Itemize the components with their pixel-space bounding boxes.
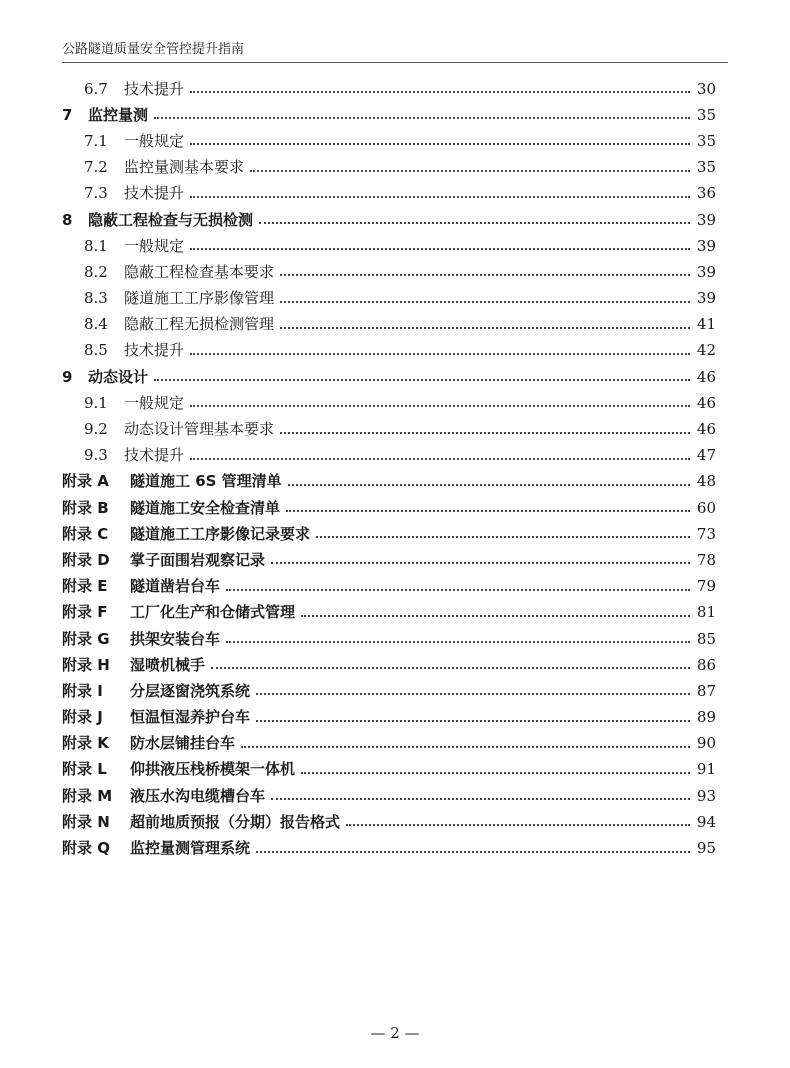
toc-entry-title: 仰拱液压栈桥模架一体机 — [130, 760, 296, 779]
dot-leader — [190, 91, 690, 93]
toc-entry[interactable] — [62, 783, 716, 809]
toc-entry[interactable] — [62, 600, 716, 626]
dot-leader — [280, 432, 690, 434]
toc-entry-number: 附录 E — [62, 577, 108, 596]
toc-entry[interactable] — [62, 364, 716, 390]
toc-entry-number: 9.3 — [84, 446, 108, 465]
toc-entry-page: 87 — [696, 681, 716, 700]
toc-entry-title: 隐蔽工程检查基本要求 — [124, 262, 275, 281]
dot-leader — [256, 851, 690, 853]
dot-leader — [346, 824, 690, 826]
toc-entry-number: 8.2 — [84, 262, 108, 281]
dot-leader — [288, 484, 690, 486]
toc-entry[interactable] — [62, 705, 716, 731]
toc-entry-page: 39 — [696, 210, 716, 229]
dot-leader — [250, 170, 690, 172]
toc-entry-title: 动态设计 — [88, 367, 149, 386]
toc-entry[interactable] — [62, 128, 716, 154]
toc-entry-title: 监控量测 — [88, 105, 149, 124]
toc-entry-page: 46 — [696, 367, 716, 386]
dot-leader — [226, 641, 690, 643]
dot-leader — [259, 222, 690, 224]
toc-entry-number: 9.2 — [84, 420, 108, 439]
dot-leader — [280, 274, 690, 276]
toc-entry-number: 附录 D — [62, 550, 110, 569]
toc-entry-title: 技术提升 — [124, 79, 185, 98]
dot-leader — [190, 143, 690, 145]
toc-entry-number: 9 — [62, 367, 73, 386]
dot-leader — [190, 458, 690, 460]
toc-entry[interactable] — [62, 652, 716, 678]
toc-entry[interactable] — [62, 233, 716, 259]
dot-leader — [271, 798, 690, 800]
toc-entry[interactable] — [62, 416, 716, 442]
toc-entry-page: 91 — [696, 760, 716, 779]
toc-entry-title: 分层逐窗浇筑系统 — [130, 681, 251, 700]
toc-entry-title: 隐蔽工程无损检测管理 — [124, 315, 275, 334]
toc-entry-title: 隧道施工安全检查清单 — [130, 498, 281, 517]
dot-leader — [301, 772, 690, 774]
toc-entry-number: 附录 J — [62, 708, 103, 727]
toc-entry-title: 工厂化生产和仓储式管理 — [130, 603, 296, 622]
toc-entry[interactable] — [62, 469, 716, 495]
toc-entry[interactable] — [62, 809, 716, 835]
toc-entry[interactable] — [62, 443, 716, 469]
toc-entry-page: 95 — [696, 839, 716, 858]
toc-entry-title: 掌子面围岩观察记录 — [130, 550, 266, 569]
toc-entry-number: 附录 K — [62, 734, 109, 753]
page-number: — 2 — — [370, 1024, 420, 1042]
toc-entry[interactable] — [62, 286, 716, 312]
toc-entry-title: 技术提升 — [124, 446, 185, 465]
toc-entry-page: 79 — [696, 577, 716, 596]
toc-entry-page: 47 — [696, 446, 716, 465]
toc-entry-title: 超前地质预报（分期）报告格式 — [130, 812, 341, 831]
toc-entry-title: 一般规定 — [124, 131, 185, 150]
toc-entry-page: 48 — [696, 472, 716, 491]
toc-entry[interactable] — [62, 181, 716, 207]
toc-entry-page: 73 — [696, 524, 716, 543]
running-header: 公路隧道质量安全管控提升指南 — [62, 42, 245, 57]
toc-entry-page: 42 — [696, 341, 716, 360]
toc-entry[interactable] — [62, 731, 716, 757]
toc-entry-number: 附录 Q — [62, 839, 110, 858]
toc-entry-page: 94 — [696, 812, 716, 831]
toc-entry-page: 89 — [696, 708, 716, 727]
toc-entry-title: 防水层铺挂台车 — [130, 734, 236, 753]
dot-leader — [154, 379, 690, 381]
toc-entry-title: 监控量测基本要求 — [124, 158, 245, 177]
dot-leader — [190, 405, 690, 407]
toc-entry-title: 隧道施工 6S 管理清单 — [130, 472, 282, 491]
toc-entry-number: 附录 B — [62, 498, 109, 517]
toc-entry-title: 监控量测管理系统 — [130, 839, 251, 858]
toc-entry-title: 隧道施工工序影像记录要求 — [130, 524, 311, 543]
toc-entry-page: 93 — [696, 786, 716, 805]
toc-entry-number: 9.1 — [84, 393, 108, 412]
toc-entry-page: 90 — [696, 734, 716, 753]
toc-entry-number: 附录 C — [62, 524, 109, 543]
toc-entry[interactable] — [62, 390, 716, 416]
toc-entry-page: 30 — [696, 79, 716, 98]
dot-leader — [280, 327, 690, 329]
toc-entry[interactable] — [62, 259, 716, 285]
toc-entry-title: 一般规定 — [124, 393, 185, 412]
toc-entry-number: 附录 A — [62, 472, 109, 491]
toc-entry-number: 6.7 — [84, 79, 108, 98]
toc-entry-title: 隐蔽工程检查与无损检测 — [88, 210, 254, 229]
toc-entry-number: 附录 H — [62, 655, 110, 674]
dot-leader — [211, 667, 690, 669]
toc-entry-page: 39 — [696, 236, 716, 255]
toc-entry-title: 技术提升 — [124, 341, 185, 360]
toc-entry-number: 7.2 — [84, 158, 108, 177]
toc-entry-number: 8.3 — [84, 289, 108, 308]
dot-leader — [256, 720, 690, 722]
toc-entry-page: 36 — [696, 184, 716, 203]
toc-entry-title: 动态设计管理基本要求 — [124, 420, 275, 439]
dot-leader — [280, 301, 690, 303]
toc-entry[interactable] — [62, 626, 716, 652]
toc-entry[interactable] — [62, 312, 716, 338]
dot-leader — [256, 693, 690, 695]
toc-entry-number: 8.4 — [84, 315, 108, 334]
toc-entry[interactable] — [62, 155, 716, 181]
toc-entry[interactable] — [62, 574, 716, 600]
toc-entry-page: 41 — [696, 315, 716, 334]
toc-entry-title: 一般规定 — [124, 236, 185, 255]
dot-leader — [190, 248, 690, 250]
toc-entry-number: 附录 L — [62, 760, 107, 779]
toc-entry-number: 8.5 — [84, 341, 108, 360]
toc-entry-title: 拱架安装台车 — [130, 629, 221, 648]
dot-leader — [190, 353, 690, 355]
toc-entry-title: 液压水沟电缆槽台车 — [130, 786, 266, 805]
dot-leader — [301, 615, 690, 617]
toc-entry[interactable] — [62, 495, 716, 521]
toc-entry-number: 附录 G — [62, 629, 110, 648]
toc-entry-number: 7.1 — [84, 131, 108, 150]
toc-entry-number: 8 — [62, 210, 73, 229]
toc-entry[interactable] — [62, 547, 716, 573]
toc-entry-title: 隧道凿岩台车 — [130, 577, 221, 596]
toc-entry-number: 7.3 — [84, 184, 108, 203]
toc-entry-number: 附录 F — [62, 603, 108, 622]
toc-entry[interactable] — [62, 757, 716, 783]
toc-entry-page: 78 — [696, 550, 716, 569]
dot-leader — [226, 589, 690, 591]
toc-entry-page: 35 — [696, 158, 716, 177]
toc-entry-page: 86 — [696, 655, 716, 674]
table-of-contents — [62, 76, 716, 862]
toc-entry-page: 39 — [696, 289, 716, 308]
toc-entry-page: 81 — [696, 603, 716, 622]
dot-leader — [241, 746, 690, 748]
toc-entry-number: 附录 I — [62, 681, 103, 700]
toc-entry-title: 技术提升 — [124, 184, 185, 203]
dot-leader — [271, 562, 690, 564]
toc-entry[interactable] — [62, 521, 716, 547]
toc-entry-title: 湿喷机械手 — [130, 655, 206, 674]
toc-entry-page: 46 — [696, 420, 716, 439]
dot-leader — [154, 117, 690, 119]
dot-leader — [190, 196, 690, 198]
toc-entry[interactable] — [62, 102, 716, 128]
toc-entry-page: 39 — [696, 262, 716, 281]
toc-entry-number: 7 — [62, 105, 73, 124]
toc-entry[interactable] — [62, 338, 716, 364]
dot-leader — [286, 510, 690, 512]
toc-entry-page: 60 — [696, 498, 716, 517]
toc-entry[interactable] — [62, 678, 716, 704]
toc-entry-number: 8.1 — [84, 236, 108, 255]
dot-leader — [316, 536, 690, 538]
toc-entry[interactable] — [62, 76, 716, 102]
toc-entry-page: 35 — [696, 105, 716, 124]
toc-entry[interactable] — [62, 207, 716, 233]
header-rule — [62, 62, 728, 63]
toc-entry-title: 恒温恒湿养护台车 — [130, 708, 251, 727]
toc-entry-number: 附录 N — [62, 812, 110, 831]
toc-entry-number: 附录 M — [62, 786, 113, 805]
toc-entry-page: 46 — [696, 393, 716, 412]
toc-entry-page: 35 — [696, 131, 716, 150]
toc-entry-title: 隧道施工工序影像管理 — [124, 289, 275, 308]
toc-entry-page: 85 — [696, 629, 716, 648]
toc-entry[interactable] — [62, 835, 716, 861]
